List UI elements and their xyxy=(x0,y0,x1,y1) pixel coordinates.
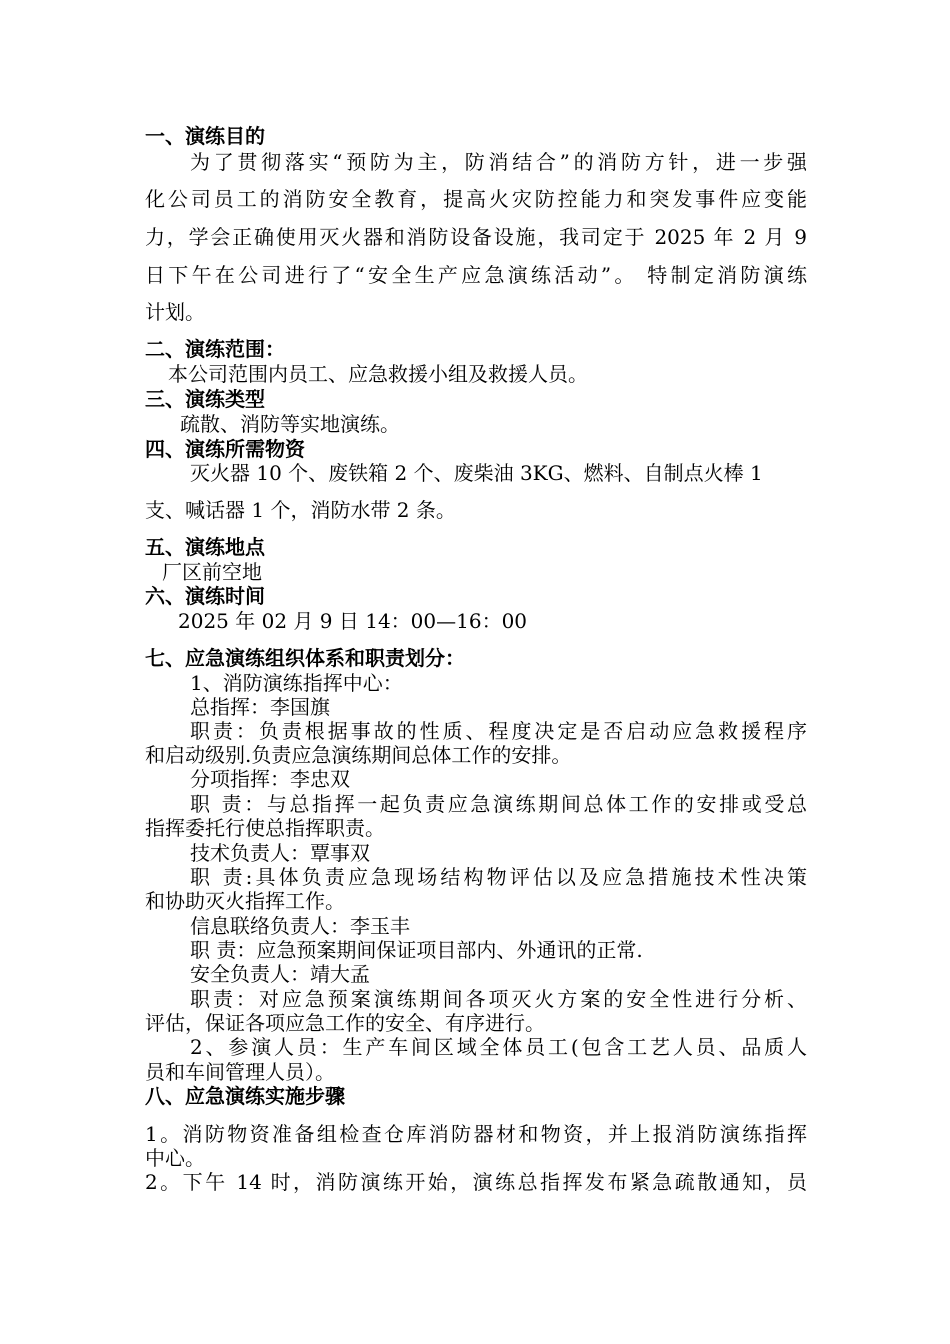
section-heading-location: 五、演练地点 xyxy=(145,535,265,559)
org-line-7: 指挥委托行使总指挥职责。 xyxy=(145,816,385,840)
org-line-10: 和协助灭火指挥工作。 xyxy=(145,889,345,913)
org-line-11: 信息联络负责人：李玉丰 xyxy=(190,914,410,938)
section-heading-organization: 七、应急演练组织体系和职责划分： xyxy=(145,646,465,670)
org-line-5: 分项指挥：李忠双 xyxy=(190,767,350,791)
org-line-16: 2、参演人员：生产车间区域全体员工(包含工艺人员、品质人 xyxy=(190,1035,807,1059)
org-line-17: 员和车间管理人员）。 xyxy=(145,1060,335,1084)
steps-line-2: 中心。 xyxy=(145,1146,205,1170)
section-heading-scope: 二、演练范围： xyxy=(145,337,285,361)
org-line-6: 职 责：与总指挥一起负责应急演练期间总体工作的安排或受总 xyxy=(190,792,807,816)
scope-text: 本公司范围内员工、应急救援小组及救援人员。 xyxy=(168,362,588,386)
time-text: 2025 年 02 月 9 日 14：00—16：00 xyxy=(178,609,528,633)
purpose-line-1: 为了贯彻落实“预防为主，防消结合”的消防方针，进一步强 xyxy=(190,150,807,174)
location-text: 厂区前空地 xyxy=(162,560,262,584)
org-line-9: 职 责:具体负责应急现场结构物评估以及应急措施技术性决策 xyxy=(190,865,807,889)
steps-line-1: 1。消防物资准备组检查仓库消防器材和物资，并上报消防演练指挥 xyxy=(145,1122,807,1146)
materials-line-2: 支、喊话器 1 个，消防水带 2 条。 xyxy=(145,498,456,522)
type-text: 疏散、消防等实地演练。 xyxy=(180,412,400,436)
section-heading-type: 三、演练类型 xyxy=(145,387,265,411)
org-line-2: 总指挥：李国旗 xyxy=(190,695,330,719)
org-line-1: 1、消防演练指挥中心： xyxy=(190,671,403,695)
section-heading-time: 六、演练时间 xyxy=(145,584,265,608)
purpose-line-5: 计划。 xyxy=(145,300,205,324)
section-heading-steps: 八、应急演练实施步骤 xyxy=(145,1084,345,1108)
org-line-12: 职 责：应急预案期间保证项目部内、外通讯的正常. xyxy=(190,938,643,962)
org-line-4: 和启动级别.负责应急演练期间总体工作的安排。 xyxy=(145,743,572,767)
org-line-15: 评估，保证各项应急工作的安全、有序进行。 xyxy=(145,1011,545,1035)
purpose-line-3: 力，学会正确使用灭火器和消防设备设施，我司定于 2025 年 2 月 9 xyxy=(145,225,807,249)
org-line-8: 技术负责人：覃事双 xyxy=(190,841,370,865)
materials-line-1: 灭火器 10 个、废铁箱 2 个、废柴油 3KG、燃料、自制点火棒 1 xyxy=(190,461,763,485)
org-line-13: 安全负责人：靖大孟 xyxy=(190,962,370,986)
section-heading-materials: 四、演练所需物资 xyxy=(145,437,305,461)
purpose-line-2: 化公司员工的消防安全教育，提高火灾防控能力和突发事件应变能 xyxy=(145,187,807,211)
purpose-line-4: 日下午在公司进行了“安全生产应急演练活动”。 特制定消防演练 xyxy=(145,263,807,287)
org-line-3: 职责：负责根据事故的性质、程度决定是否启动应急救援程序 xyxy=(190,719,807,743)
section-heading-purpose: 一、演练目的 xyxy=(145,124,265,148)
steps-line-3: 2。下午 14 时，消防演练开始，演练总指挥发布紧急疏散通知，员 xyxy=(145,1170,807,1194)
org-line-14: 职责：对应急预案演练期间各项灭火方案的安全性进行分析、 xyxy=(190,987,807,1011)
